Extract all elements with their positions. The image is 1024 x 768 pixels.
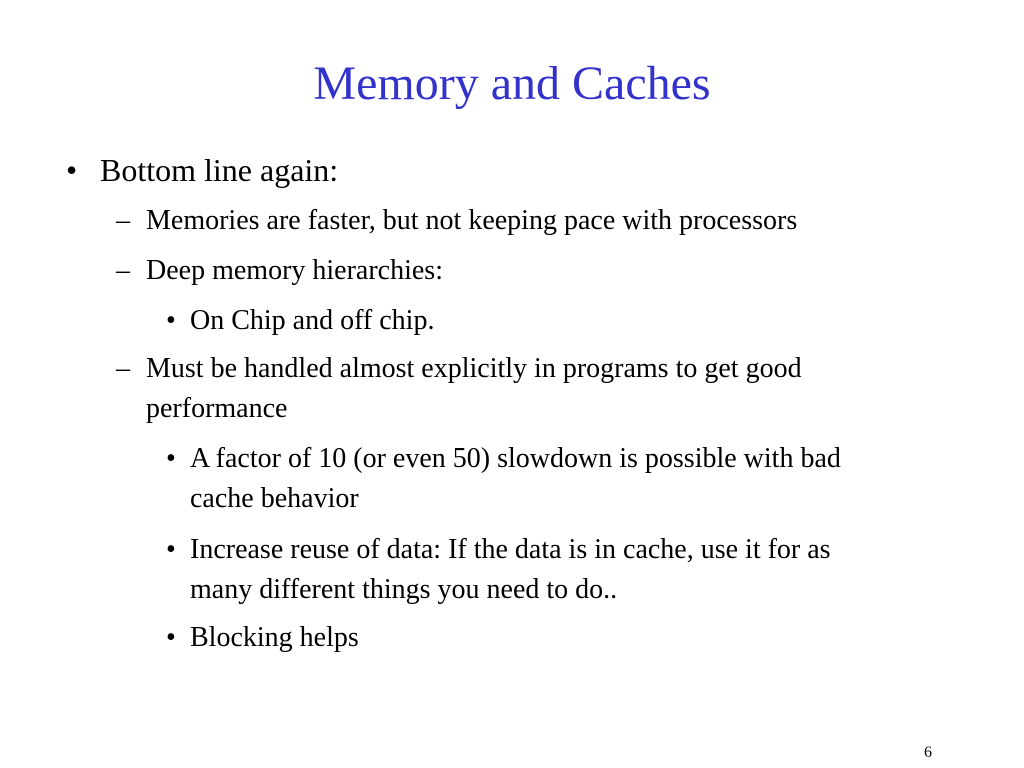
sub-sub-bullet-blocking: Blocking helps	[190, 622, 359, 653]
level2-dash: –	[116, 255, 130, 286]
sub-sub-bullet-factor-line1: A factor of 10 (or even 50) slowdown is possible with bad	[190, 443, 841, 474]
sub-bullet-deep-hierarchies: Deep memory hierarchies:	[146, 255, 443, 286]
bullet-bottom-line: Bottom line again:	[100, 152, 339, 188]
sub-sub-bullet-reuse-line1: Increase reuse of data: If the data is in cache, use it for as	[190, 534, 831, 565]
sub-sub-bullet-on-chip: On Chip and off chip.	[190, 305, 435, 336]
slide-number: 6	[924, 744, 932, 761]
sub-bullet-must-handle-line1: Must be handled almost explicitly in programs to get good	[146, 353, 802, 384]
level2-dash: –	[116, 205, 130, 236]
sub-sub-bullet-reuse-line2: many different things you need to do..	[190, 574, 618, 605]
level3-bullet: •	[166, 305, 176, 336]
level1-bullet: •	[66, 152, 78, 188]
level2-dash: –	[116, 353, 130, 384]
sub-sub-bullet-factor-line2: cache behavior	[190, 483, 359, 514]
sub-bullet-memories-faster: Memories are faster, but not keeping pace with processors	[146, 205, 798, 236]
level3-bullet: •	[166, 443, 176, 474]
level3-bullet: •	[166, 622, 176, 653]
slide-title: Memory and Caches	[313, 57, 711, 110]
sub-bullet-must-handle-line2: performance	[146, 393, 288, 424]
level3-bullet: •	[166, 534, 176, 565]
